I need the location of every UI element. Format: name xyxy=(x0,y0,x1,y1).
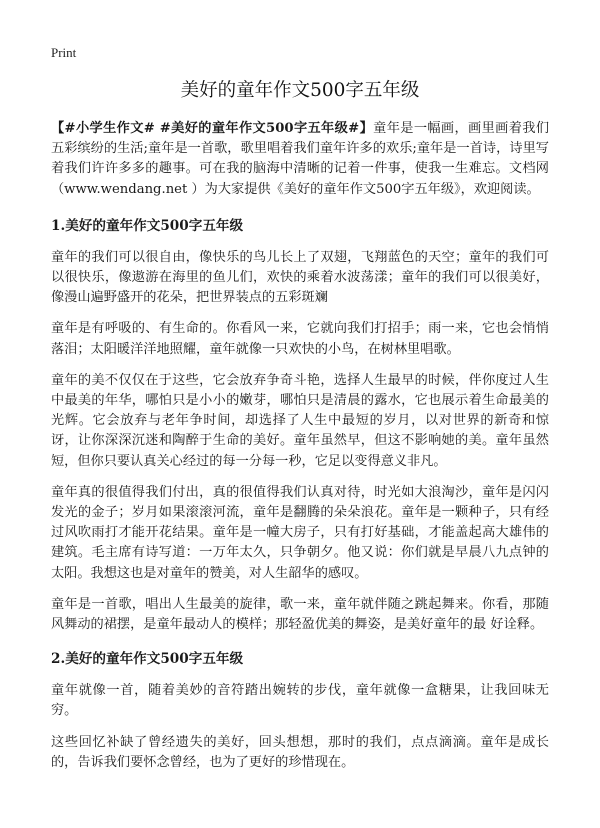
section-1-heading: 1.美好的童年作文500字五年级 xyxy=(51,217,244,234)
page-title: 美好的童年作文500字五年级 xyxy=(180,80,420,101)
intro-body: 童年是一幅画，画里画着我们五彩缤纷的生活;童年是一首歌，歌里唱着我们童年许多的欢乐;童年是一首诗，诗里写着我们许许多多的趣事。可在我的脑海中清晰的记着一件事，使我一生难忘。文档网（www.wendang.net ）为大家提供《美好的童年作文500字五年级》，欢迎阅读。 xyxy=(51,121,550,197)
section-1-paragraph-5: 童年是一首歌，唱出人生最美的旋律，歌一来，童年就伴随之跳起舞来。你看，那随风舞动的裙摆，是童年最动人的模样；那轻盈优美的舞姿，是美好童年的最 好诠释。 xyxy=(51,596,549,633)
section-2-heading: 2.美好的童年作文500字五年级 xyxy=(51,651,244,668)
section-1-paragraph-1: 童年的我们可以很自由，像快乐的鸟儿长上了双翅，飞翔蓝色的天空；童年的我们可以很快乐，像遨游在海里的鱼儿们，欢快的乘着水波荡漾；童年的我们可以很美好，像漫山遍野盛开的花朵，把世界装点的五彩斑斓 xyxy=(51,249,549,306)
intro-tagline: 【#小学生作文# #美好的童年作文500字五年级#】 xyxy=(51,121,374,136)
section-1-paragraph-3: 童年的美不仅仅在于这些，它会放弃争奇斗艳，选择人生最早的时候，伴你度过人生中最美的年华，哪怕只是小小的嫩芽，哪怕只是清晨的露水，它也展示着生命最美的光辉。它会放弃与老年争时间，却选择了人生中最短的岁月，以对世界的新奇和惊讶，让你深深沉迷和陶醉于生命的美好。童年虽然早，但这不影响她的美。童年虽然短，但你只要认真关心经过的每一分每一秒，它足以变得意义非凡。 xyxy=(51,372,549,469)
print-link[interactable]: Print xyxy=(51,45,77,60)
section-2-paragraph-2: 这些回忆补缺了曾经遗失的美好，回头想想，那时的我们，点点滴滴。童年是成长的，告诉我们要怀念曾经，也为了更好的珍惜现在。 xyxy=(51,734,549,770)
intro-paragraph xyxy=(51,119,549,200)
section-2-paragraph-1: 童年就像一首，随着美妙的音符踏出婉转的步伐，童年就像一盒糖果，让我回味无穷。 xyxy=(51,683,549,719)
section-1-paragraph-2: 童年是有呼吸的、有生命的。你看风一来，它就向我们打招手；雨一来，它也会悄悄落泪；太阳暖洋洋地照耀，童年就像一只欢快的小鸟，在树林里唱歌。 xyxy=(51,321,549,357)
section-1-paragraph-4: 童年真的很值得我们付出，真的很值得我们认真对待，时光如大浪淘沙，童年是闪闪发光的金子；岁月如果滚滚河流，童年是翻腾的朵朵浪花。童年是一颗种子，只有经过风吹雨打才能开花结果。童年是一幢大房子，只有打好基础，才能盖起高大雄伟的建筑。毛主席有诗写道：一万年太久，只争朝夕。他又说：你们就是早晨八九点钟的太阳。我想这也是对童年的赞美，对人生韶华的感叹。 xyxy=(51,484,549,581)
